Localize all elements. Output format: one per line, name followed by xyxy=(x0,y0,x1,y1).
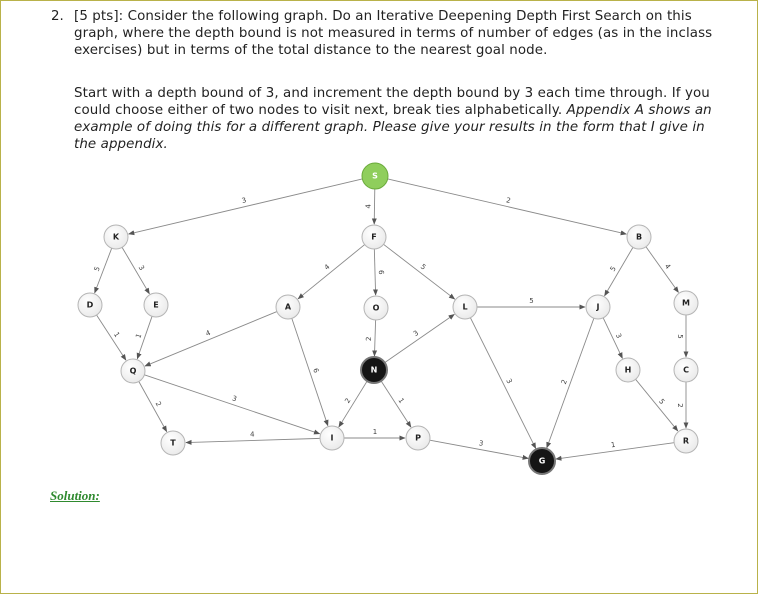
edge-D-Q xyxy=(97,315,126,360)
node-label-g: G xyxy=(538,456,546,466)
node-label-r: R xyxy=(682,436,690,446)
node-label-l: L xyxy=(462,302,468,312)
edge-weight-Q-I: 3 xyxy=(231,394,238,404)
edge-A-Q xyxy=(145,312,277,366)
edge-weight-A-I: 6 xyxy=(311,367,321,374)
edge-B-M xyxy=(646,247,678,293)
edge-weight-F-L: 5 xyxy=(418,262,428,272)
node-label-i: I xyxy=(330,433,334,443)
node-p xyxy=(406,426,430,450)
node-a xyxy=(276,295,300,319)
edge-S-F xyxy=(374,189,375,224)
node-label-f: F xyxy=(371,232,377,242)
node-d xyxy=(78,293,102,317)
node-label-j: J xyxy=(596,302,600,312)
edge-weight-N-P: 1 xyxy=(396,396,406,405)
paragraph-2-italic-text: Appendix A shows an example of doing this for a different graph. Please give your results in the form that I give in the appendix. xyxy=(74,103,712,152)
edge-F-O xyxy=(374,249,375,295)
edge-S-B xyxy=(388,179,627,234)
edge-weight-M-C: 5 xyxy=(676,334,684,339)
node-i xyxy=(320,426,344,450)
node-b xyxy=(627,225,651,249)
edge-F-A xyxy=(298,245,365,299)
edge-weight-S-K: 3 xyxy=(241,196,248,206)
node-label-b: B xyxy=(635,232,643,242)
node-label-o: O xyxy=(372,303,380,313)
edge-weight-J-G: 2 xyxy=(559,378,569,386)
edge-J-G xyxy=(547,318,594,448)
node-label-e: E xyxy=(153,300,159,310)
edge-L-G xyxy=(470,318,535,449)
node-f xyxy=(362,225,386,249)
edge-J-H xyxy=(603,318,622,358)
edge-weight-L-G: 3 xyxy=(504,377,514,386)
edge-weight-A-Q: 4 xyxy=(204,328,212,339)
edge-weight-K-D: 5 xyxy=(92,265,102,273)
node-label-c: C xyxy=(683,365,689,375)
node-k xyxy=(104,225,128,249)
edge-S-K xyxy=(129,179,363,234)
node-j xyxy=(586,295,610,319)
node-q xyxy=(121,359,145,383)
edge-weight-F-O: 6 xyxy=(376,269,386,275)
node-label-a: A xyxy=(284,302,292,312)
edge-weight-D-Q: 1 xyxy=(111,330,122,339)
edge-O-N xyxy=(374,320,375,356)
node-label-p: P xyxy=(415,433,421,443)
node-label-k: K xyxy=(112,232,120,242)
edge-weight-R-G: 1 xyxy=(610,440,616,450)
edge-I-T xyxy=(186,438,320,442)
edge-B-J xyxy=(605,247,633,295)
node-m xyxy=(674,291,698,315)
node-g xyxy=(529,448,555,474)
node-label-n: N xyxy=(370,365,378,375)
node-s xyxy=(362,163,388,189)
edge-N-L xyxy=(385,314,455,362)
edge-weight-L-J: 5 xyxy=(529,297,534,305)
edge-N-I xyxy=(339,381,367,427)
edge-K-E xyxy=(122,247,149,293)
edge-weight-B-J: 5 xyxy=(608,265,618,273)
question-number: 2. xyxy=(51,9,64,24)
node-n xyxy=(361,357,387,383)
node-h xyxy=(616,358,640,382)
node-c xyxy=(674,358,698,382)
edge-weight-Q-T: 2 xyxy=(153,400,163,409)
node-label-h: H xyxy=(624,365,632,375)
nodes-layer xyxy=(78,163,698,474)
edge-weight-S-B: 2 xyxy=(505,196,512,206)
edge-F-L xyxy=(384,244,455,299)
edge-weight-N-L: 3 xyxy=(411,329,421,339)
node-label-d: D xyxy=(86,300,94,310)
edge-weight-B-M: 4 xyxy=(662,262,672,271)
edge-H-R xyxy=(636,379,678,431)
edge-weight-S-F: 4 xyxy=(364,204,373,209)
edge-weight-I-P: 1 xyxy=(372,428,378,436)
node-o xyxy=(364,296,388,320)
edge-weight-K-E: 3 xyxy=(136,263,146,272)
edge-weight-C-R: 2 xyxy=(676,403,684,408)
solution-label: Solution: xyxy=(50,488,100,503)
edge-weight-J-H: 3 xyxy=(613,332,623,340)
edge-weight-O-N: 2 xyxy=(364,336,374,342)
edge-weight-E-Q: 1 xyxy=(134,332,144,340)
node-label-m: M xyxy=(682,298,690,308)
node-e xyxy=(144,293,168,317)
edge-weight-F-A: 4 xyxy=(322,262,332,272)
node-l xyxy=(453,295,477,319)
edge-Q-T xyxy=(139,381,167,431)
node-r xyxy=(674,429,698,453)
edge-Q-I xyxy=(144,375,319,434)
paragraph-2-text: Start with a depth bound of 3, and increment the depth bound by 3 each time through. If you could choose either of two nodes to visit next, break ties alphabetically. xyxy=(74,86,710,118)
node-t xyxy=(161,431,185,455)
node-label-t: T xyxy=(170,438,176,448)
edge-N-P xyxy=(381,381,411,427)
edge-weight-N-I: 2 xyxy=(343,396,353,405)
edge-weight-H-R: 5 xyxy=(657,397,667,406)
search-graph xyxy=(1,1,757,481)
question-paragraph-1: [5 pts]: Consider the following graph. Do an Iterative Deepening Depth First Search on this graph, where the depth bound is not measured in terms of number of edges (as in the inclass exercises) but in terms of the total distance to the nearest goal node. xyxy=(74,9,713,58)
node-label-q: Q xyxy=(129,366,137,376)
edge-weight-I-T: 4 xyxy=(249,430,255,439)
edge-A-I xyxy=(292,318,328,425)
edge-weight-P-G: 3 xyxy=(478,439,485,448)
node-label-s: S xyxy=(372,171,378,181)
